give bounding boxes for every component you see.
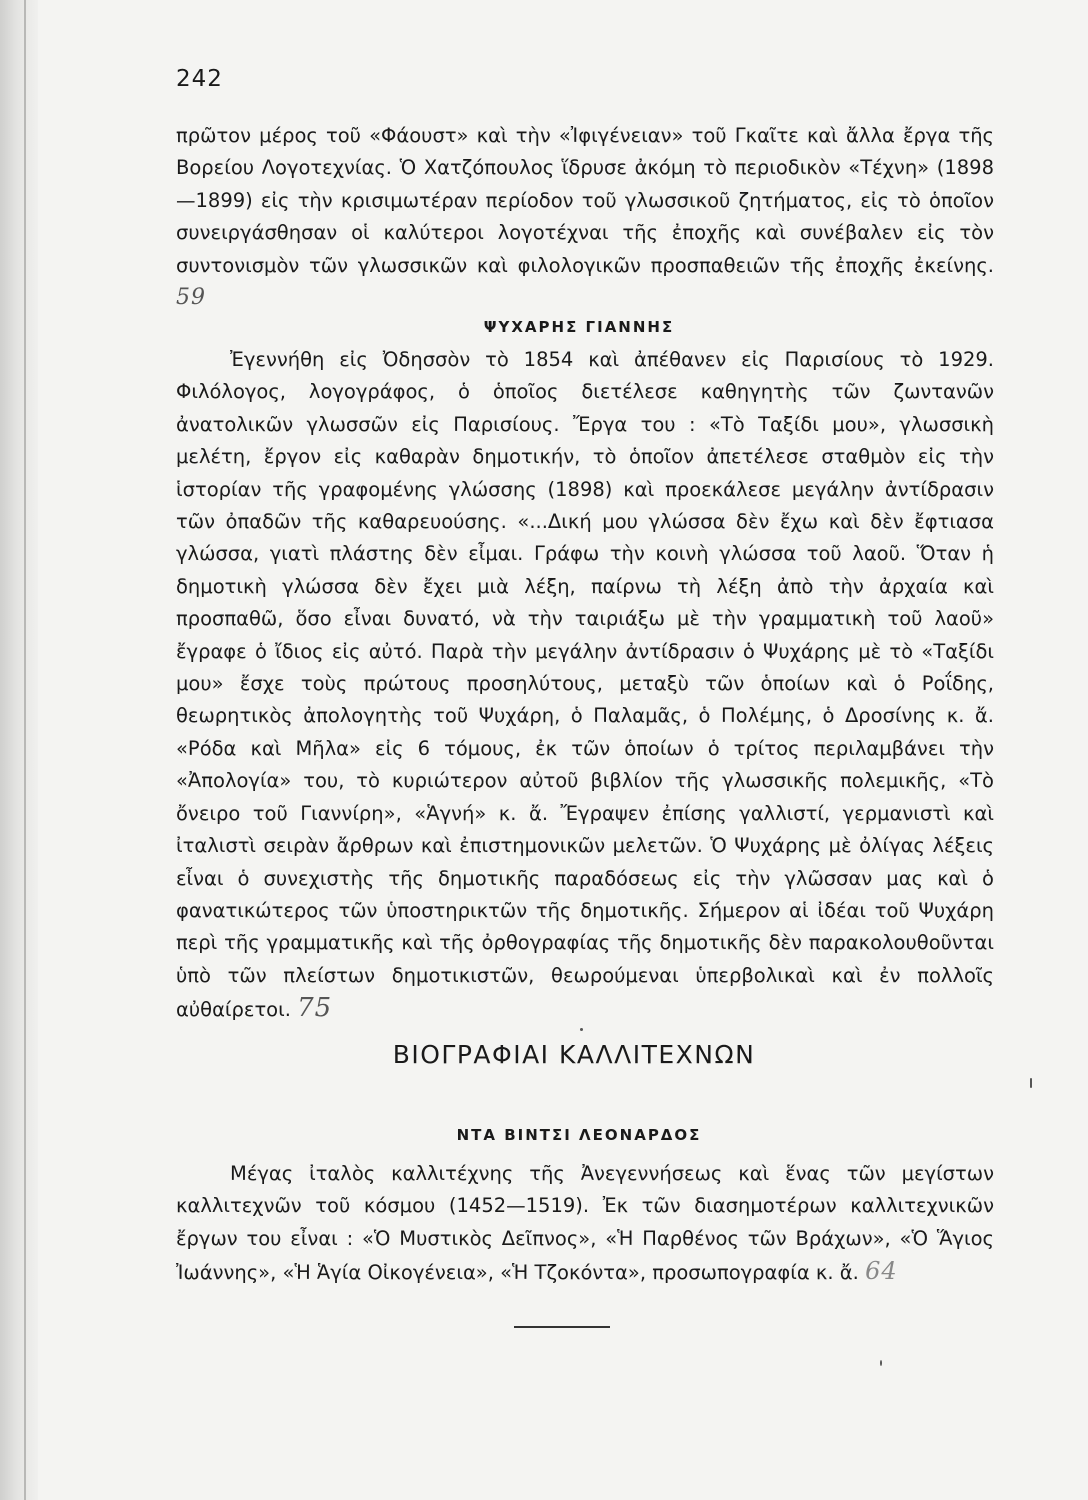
- handwritten-note: 75: [297, 993, 333, 1024]
- paragraph-body: Ἐγεννήθη εἰς Ὀδησσὸν τὸ 1854 καὶ ἀπέθανεν εἰς Παρισίους τὸ 1929. Φιλόλογος, λογογράφος, ὁ ὁποῖος διετέλεσε καθηγητὴς τῶν ζωντανῶν ἀνατολικῶν γλωσσῶν εἰς Παρισίους. Ἔργα του : «Τὸ Ταξίδι μου», γλωσσικὴ μελέτη, ἔργον εἰς καθαρὰν δημοτικήν, τὸ ὁποῖον ἀπετέλεσε σταθμὸν εἰς τὴν ἱστορίαν τῆς γραφομένης γλώσσης (1898) καὶ προεκάλεσε μεγάλην ἀντίδρασιν τῶν ὀπαδῶν τῆς καθαρευούσης. «...Δική μου γλώσσα δὲν ἔχω καὶ δὲν ἔφτιασα γλώσσα, γιατὶ πλάστης δὲν εἶμαι. Γράφω τὴν κοινὴ γλώσσα τοῦ λαοῦ. Ὅταν ἡ δημοτικὴ γλώσσα δὲν ἔχει μιὰ λέξη, παίρνω τὴ λέξη ἀπὸ τὴν ἀρχαία καὶ προσπαθῶ, ὅσο εἶναι δυνατό, νὰ τὴν ταιριάξω μὲ τὴν γραμματικὴ τοῦ λαοῦ» ἔγραφε ὁ ἴδιος εἰς αὐτό. Παρὰ τὴν μεγάλην ἀντίδρασιν ὁ Ψυχάρης μὲ τὸ «Ταξίδι μου» ἔσχε τοὺς πρώτους προσηλύτους, μεταξὺ τῶν ὁποίων καὶ ὁ Ροΐδης, θεωρητικὸς ἀπολογητὴς τοῦ Ψυχάρη, ὁ Παλαμᾶς, ὁ Πολέμης, ὁ Δροσίνης κ. ἄ. «Ρόδα καὶ Μῆλα» εἰς 6 τόμους, ἐκ τῶν ὁποίων ὁ τρίτος περιλαμβάνει τὴν «Ἀπολογία» του, τὸ κυριώτερον αὐτοῦ βιβλίον τῆς γλωσσικῆς πολεμικῆς, «Τὸ ὄνειρο τοῦ Γιαννίρη», «Ἁγνή» κ. ἄ. Ἔγραψεν ἐπίσης γαλλιστί, γερμανιστὶ καὶ ἰταλιστὶ σειρὰν ἄρθρων καὶ ἐπιστημονικῶν μελετῶν. Ὁ Ψυχάρης μὲ ὀλίγας λέξεις εἶναι ὁ συνεχιστὴς τῆς δημοτικῆς παραδόσεως εἰς τὴν γλῶσσαν μας καὶ ὁ φανατικώτερος τῶν ὑποστηρικτῶν τῆς δημοτικῆς. Σήμερον αἱ ἰδέαι τοῦ Ψυχάρη περὶ τῆς γραμματικῆς καὶ τῆς ὀρθογραφίας τῆς δημοτικῆς δὲν παρακολουθοῦνται ὑπὸ τῶν πλείστων δημοτικιστῶν, θεωρούμεναι ὑπερβολικαὶ καὶ ἐν πολλοῖς αὐθαίρετοι.: [176, 348, 994, 1022]
- scan-speck: [880, 1360, 882, 1366]
- page-number: 242: [176, 66, 223, 92]
- paragraph-body: Μέγας ἰταλὸς καλλιτέχνης τῆς Ἀνεγεννήσεως καὶ ἕνας τῶν μεγίστων καλλιτεχνῶν τοῦ κόσμου (1452—1519). Ἐκ τῶν διασημοτέρων καλλιτεχνικῶν ἔργων του εἶναι : «Ὁ Μυστικὸς Δεῖπνος», «Ἡ Παρθένος τῶν Βράχων», «Ὁ Ἅγιος Ἰωάννης», «Ἡ Ἁγία Οἰκογένεια», «Ἡ Τζοκόντα», προσωπογραφία κ. ἄ.: [176, 1162, 994, 1285]
- paragraph-body: πρῶτον μέρος τοῦ «Φάουστ» καὶ τὴν «Ἰφιγένειαν» τοῦ Γκαῖτε καὶ ἄλλα ἔργα τῆς Βορείου Λογοτεχνίας. Ὁ Χατζόπουλος ἵδρυσε ἀκόμη τὸ περιοδικὸν «Τέχνη» (1898—1899) εἰς τὴν κρισιμωτέραν περίοδον τοῦ γλωσσικοῦ ζητήματος, εἰς τὸ ὁποῖον συνειργάσθησαν οἱ καλύτεροι λογοτέχναι τῆς ἐποχῆς καὶ συνέβαλεν εἰς τὸν συντονισμὸν τῶν γλωσσικῶν καὶ φιλολογικῶν προσπαθειῶν τῆς ἐποχῆς ἐκείνης.: [176, 124, 994, 277]
- scan-speck: [1030, 1078, 1032, 1088]
- handwritten-note: 59: [176, 285, 206, 311]
- chapter-heading-artist-biographies: ΒΙΟΓΡΑΦΙΑΙ ΚΑΛΛΙΤΕΧΝΩΝ: [392, 1040, 756, 1069]
- paragraph-text: [176, 1158, 994, 1290]
- paragraph-text: [176, 344, 994, 1027]
- paragraph-psycharis: [176, 344, 994, 1027]
- paragraph-text: [176, 120, 994, 314]
- section-heading-psycharis: ΨΥΧΑΡΗΣ ΓΙΑΝΝΗΣ: [483, 318, 675, 336]
- scan-speck: [580, 1028, 583, 1031]
- paragraph-da-vinci: [176, 1158, 994, 1290]
- binding-shadow-line: [24, 0, 26, 1500]
- paragraph-hatzopoulos-continuation: [176, 120, 994, 314]
- section-heading-da-vinci: ΝΤΑ ΒΙΝΤΣΙ ΛΕΟΝΑΡΔΟΣ: [456, 1126, 702, 1144]
- handwritten-note: 64: [865, 1257, 898, 1286]
- end-divider-line: [514, 1326, 610, 1328]
- scanned-page-edge: [0, 0, 38, 1500]
